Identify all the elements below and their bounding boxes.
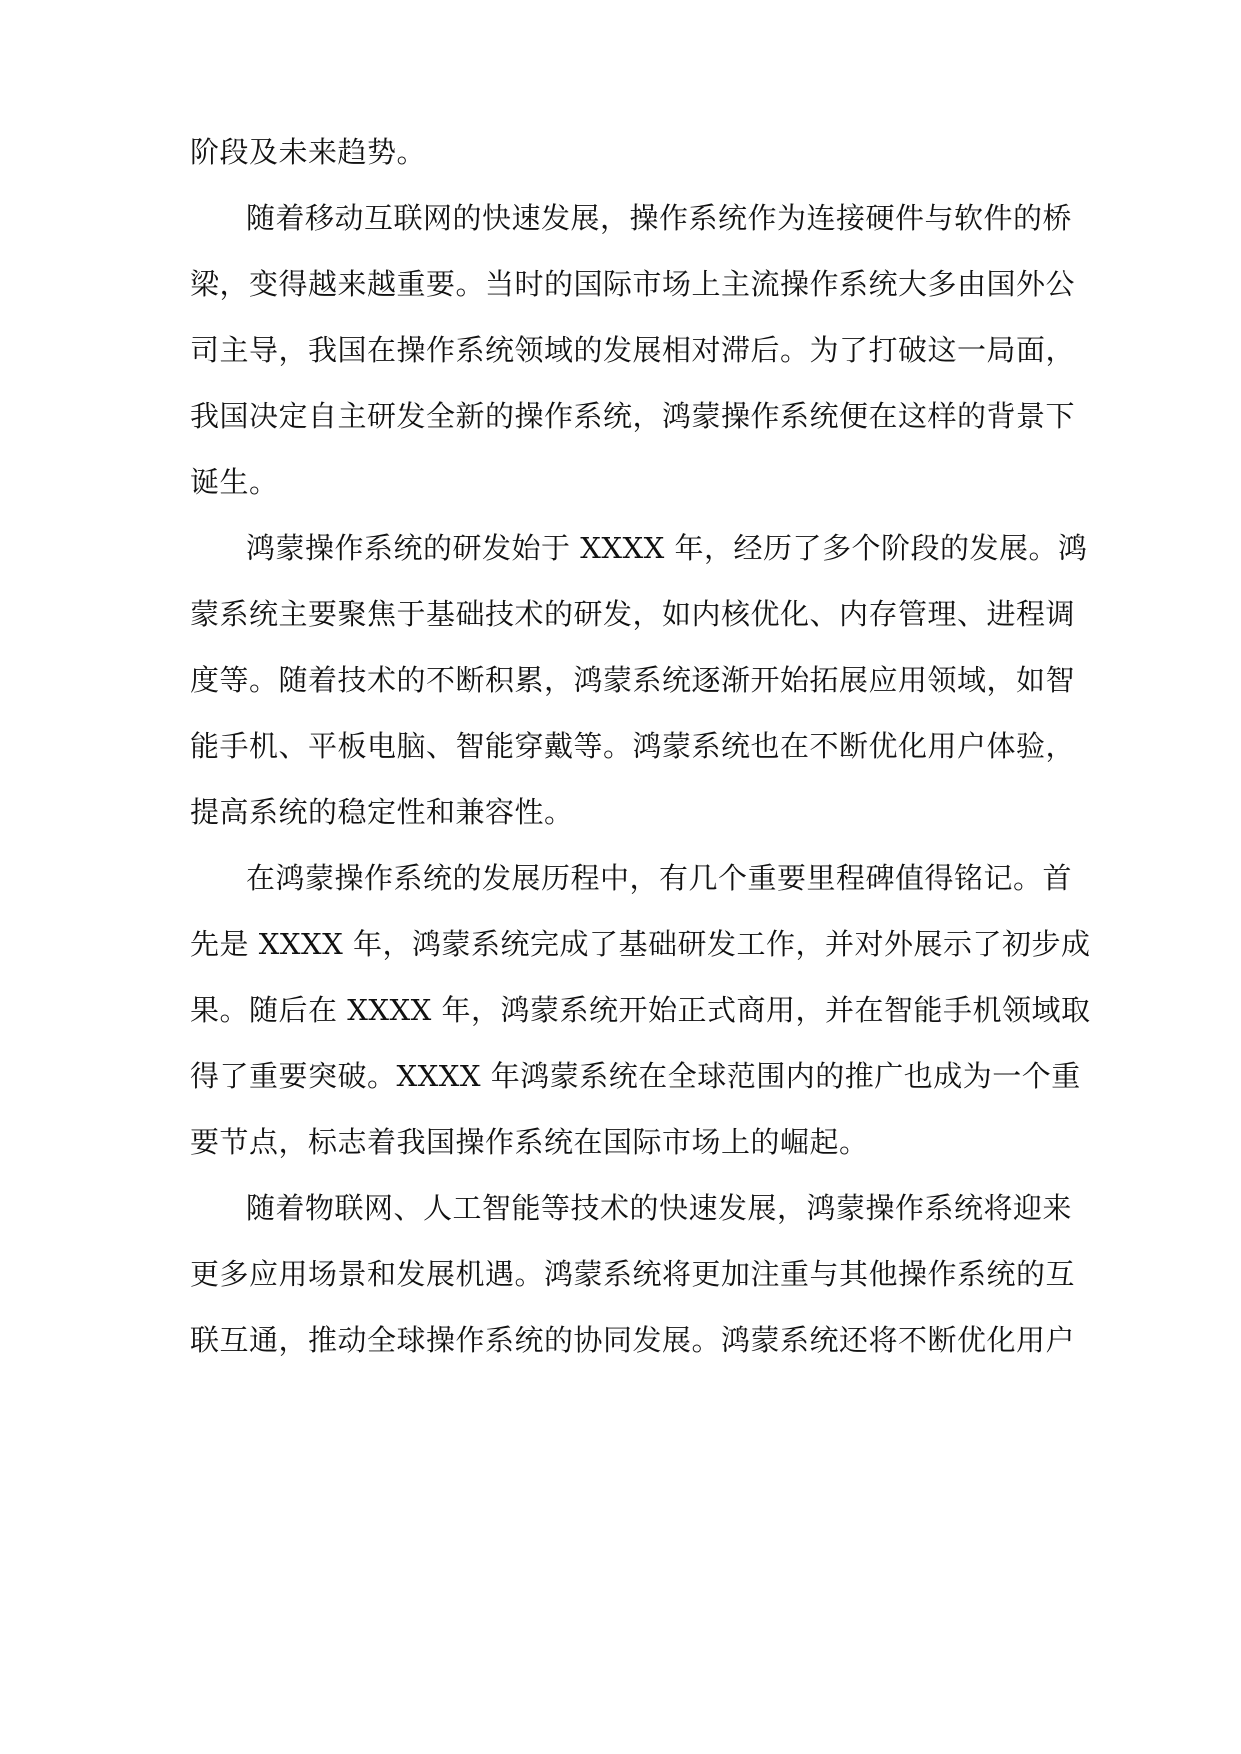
paragraph-line: 要节点，标志着我国操作系统在国际市场上的崛起。 [190, 1125, 869, 1159]
paragraph-line: 阶段及未来趋势。 [190, 135, 427, 169]
paragraph-line: 随着物联网、人工智能等技术的快速发展，鸿蒙操作系统将迎来 [246, 1191, 1073, 1225]
paragraph-line: 得了重要突破。XXXX 年鸿蒙系统在全球范围内的推广也成为一个重 [190, 1059, 1081, 1093]
paragraph-line: 先是 XXXX 年，鸿蒙系统完成了基础研发工作，并对外展示了初步成 [190, 927, 1091, 961]
paragraph-line: 能手机、平板电脑、智能穿戴等。鸿蒙系统也在不断优化用户体验， [190, 729, 1076, 763]
paragraph-line: 我国决定自主研发全新的操作系统，鸿蒙操作系统便在这样的背景下 [190, 399, 1076, 433]
paragraph-line: 蒙系统主要聚焦于基础技术的研发，如内核优化、内存管理、进程调 [190, 597, 1076, 631]
paragraph-line: 在鸿蒙操作系统的发展历程中，有几个重要里程碑值得铭记。首 [246, 861, 1073, 895]
paragraph-line: 更多应用场景和发展机遇。鸿蒙系统将更加注重与其他操作系统的互 [190, 1257, 1076, 1291]
paragraph-line: 鸿蒙操作系统的研发始于 XXXX 年，经历了多个阶段的发展。鸿 [246, 531, 1088, 565]
paragraph-line: 联互通，推动全球操作系统的协同发展。鸿蒙系统还将不断优化用户 [190, 1323, 1076, 1357]
paragraph-line: 度等。随着技术的不断积累，鸿蒙系统逐渐开始拓展应用领域，如智 [190, 663, 1076, 697]
paragraph-line: 随着移动互联网的快速发展，操作系统作为连接硬件与软件的桥 [246, 201, 1073, 235]
paragraph-line: 提高系统的稳定性和兼容性。 [190, 795, 574, 829]
paragraph-line: 诞生。 [190, 465, 279, 499]
paragraph-line: 梁，变得越来越重要。当时的国际市场上主流操作系统大多由国外公 [190, 267, 1076, 301]
paragraph-line: 果。随后在 XXXX 年，鸿蒙系统开始正式商用，并在智能手机领域取 [190, 993, 1091, 1027]
paragraph-line: 司主导，我国在操作系统领域的发展相对滞后。为了打破这一局面， [190, 333, 1076, 367]
